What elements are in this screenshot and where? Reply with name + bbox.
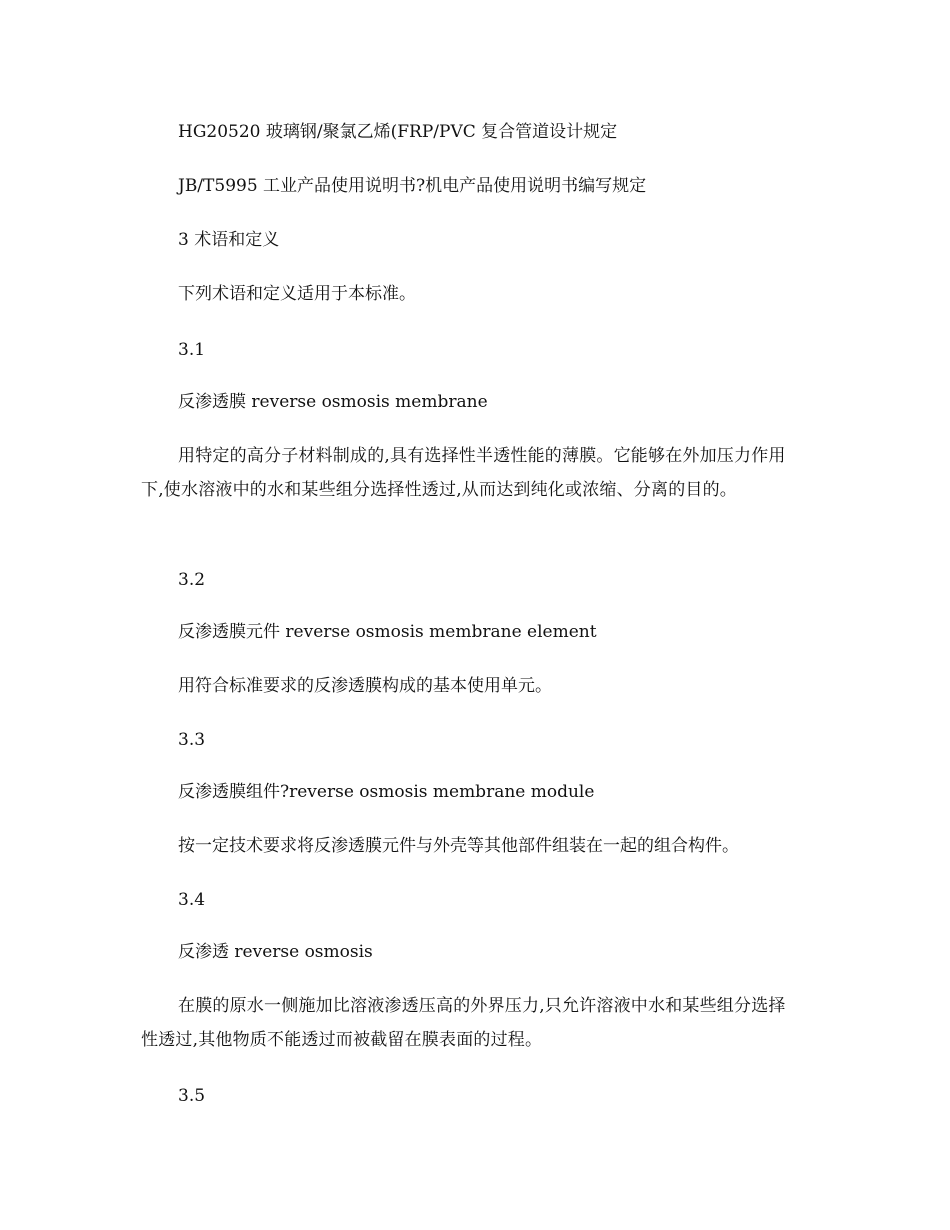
term-number-3-2: 3.2 bbox=[178, 570, 206, 590]
term-title-3-4: 反渗透 reverse osmosis bbox=[178, 942, 373, 962]
term-title-3-3: 反渗透膜组件?reverse osmosis membrane module bbox=[178, 782, 595, 802]
section-intro: 下列术语和定义适用于本标准。 bbox=[178, 284, 416, 304]
term-number-3-1: 3.1 bbox=[178, 340, 206, 360]
term-number-3-4: 3.4 bbox=[178, 890, 206, 910]
term-definition-3-1: 用特定的高分子材料制成的,具有选择性半透性能的薄膜。它能够在外加压力作用下,使水溶液中的水和某些组分选择性透过,从而达到纯化或浓缩、分离的目的。 bbox=[141, 446, 786, 500]
reference-standard-hg20520: HG20520 玻璃钢/聚氯乙烯(FRP/PVC 复合管道设计规定 bbox=[178, 122, 618, 142]
term-definition-3-2: 用符合标准要求的反渗透膜构成的基本使用单元。 bbox=[178, 676, 552, 696]
term-number-3-3: 3.3 bbox=[178, 730, 206, 750]
section-heading-terms: 3 术语和定义 bbox=[178, 230, 280, 250]
term-number-3-5: 3.5 bbox=[178, 1086, 206, 1106]
term-title-3-2: 反渗透膜元件 reverse osmosis membrane element bbox=[178, 622, 597, 642]
reference-standard-jbt5995: JB/T5995 工业产品使用说明书?机电产品使用说明书编写规定 bbox=[178, 176, 647, 196]
term-title-3-1: 反渗透膜 reverse osmosis membrane bbox=[178, 392, 488, 412]
term-definition-3-4: 在膜的原水一侧施加比溶液渗透压高的外界压力,只允许溶液中水和某些组分选择性透过,其他物质不能透过而被截留在膜表面的过程。 bbox=[141, 996, 786, 1050]
term-definition-3-3: 按一定技术要求将反渗透膜元件与外壳等其他部件组装在一起的组合构件。 bbox=[178, 836, 739, 856]
